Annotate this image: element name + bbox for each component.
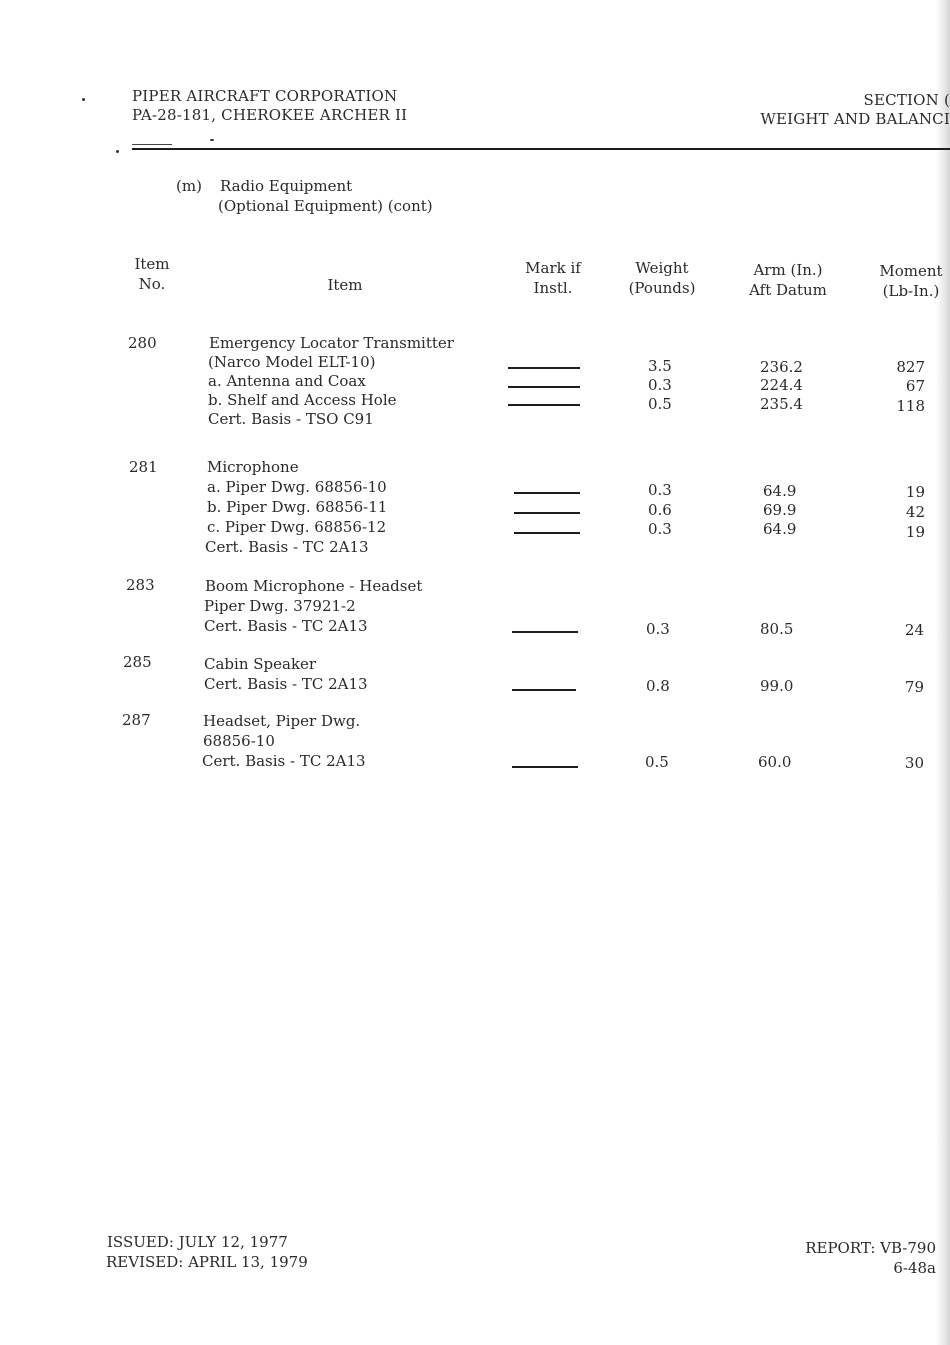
subsection-letter: (m) <box>176 177 202 195</box>
col-header-item-no-line1: Item <box>134 255 170 273</box>
item-description-line: a. Piper Dwg. 68856-10 <box>207 478 387 496</box>
col-header-mark <box>515 258 591 298</box>
weight-value: 0.3 <box>648 376 672 394</box>
page-number: 6-48a <box>893 1259 936 1277</box>
item-description-line: Emergency Locator Transmitter <box>209 334 454 352</box>
weight-value: 0.5 <box>645 753 669 771</box>
col-header-arm-line1: Arm (In.) <box>753 261 823 279</box>
item-description-line: Cert. Basis - TC 2A13 <box>205 538 369 556</box>
item-number: 287 <box>122 711 151 729</box>
mark-if-installed-line <box>512 631 578 633</box>
revised-date: REVISED: APRIL 13, 1979 <box>106 1253 308 1271</box>
mark-if-installed-line <box>512 689 576 691</box>
col-header-item-no <box>120 254 184 294</box>
issued-date: ISSUED: JULY 12, 1977 <box>107 1233 288 1251</box>
arm-value: 60.0 <box>758 753 792 771</box>
col-header-mark-line1: Mark if <box>525 259 581 277</box>
arm-value: 224.4 <box>760 376 803 394</box>
subsection-subtitle: (Optional Equipment) (cont) <box>218 197 433 215</box>
item-description-line: Cabin Speaker <box>204 655 317 673</box>
col-header-item: Item <box>327 276 363 294</box>
mark-if-installed-line <box>512 766 578 768</box>
item-description-line: Piper Dwg. 37921-2 <box>204 597 356 615</box>
scan-speck <box>116 150 119 153</box>
weight-value: 3.5 <box>648 357 672 375</box>
section-number: SECTION ( <box>863 91 950 109</box>
moment-value: 67 <box>905 377 925 395</box>
col-header-moment-line1: Moment <box>879 262 943 280</box>
item-description-line: a. Antenna and Coax <box>208 372 366 390</box>
subsection-title: Radio Equipment <box>220 177 353 195</box>
weight-value: 0.8 <box>646 677 670 695</box>
scan-edge-shadow <box>936 0 950 1345</box>
item-description-line: (Narco Model ELT-10) <box>208 353 376 371</box>
arm-value: 69.9 <box>763 501 797 519</box>
col-header-weight <box>620 258 704 298</box>
moment-value: 19 <box>905 483 925 501</box>
mark-if-installed-line <box>514 492 580 494</box>
col-header-arm-line2: Aft Datum <box>749 281 827 299</box>
item-description-line: Boom Microphone - Headset <box>205 577 423 595</box>
item-description-line: Cert. Basis - TC 2A13 <box>202 752 366 770</box>
arm-value: 99.0 <box>760 677 794 695</box>
mark-if-installed-line <box>508 367 580 369</box>
moment-value: 79 <box>904 678 924 696</box>
section-title: WEIGHT AND BALANCI <box>760 110 950 128</box>
item-description-line: Cert. Basis - TSO C91 <box>208 410 374 428</box>
weight-value: 0.3 <box>646 620 670 638</box>
col-header-arm <box>738 260 838 300</box>
scan-speck <box>210 139 214 141</box>
arm-value: 236.2 <box>760 358 803 376</box>
mark-if-installed-line <box>514 512 580 514</box>
arm-value: 64.9 <box>763 482 797 500</box>
item-description-line: c. Piper Dwg. 68856-12 <box>207 518 387 536</box>
arm-value: 235.4 <box>760 395 803 413</box>
item-number: 283 <box>126 576 155 594</box>
weight-value: 0.3 <box>648 520 672 538</box>
company-name: PIPER AIRCRAFT CORPORATION <box>132 87 398 105</box>
item-number: 281 <box>129 458 158 476</box>
header-rule-mark <box>132 144 172 145</box>
item-description-line: b. Piper Dwg. 68856-11 <box>207 498 388 516</box>
moment-value: 19 <box>905 523 925 541</box>
moment-value: 118 <box>896 397 925 415</box>
moment-value: 24 <box>904 621 924 639</box>
moment-value: 30 <box>904 754 924 772</box>
item-description-line: b. Shelf and Access Hole <box>208 391 397 409</box>
arm-value: 80.5 <box>760 620 794 638</box>
item-number: 280 <box>128 334 157 352</box>
col-header-item-no-line2: No. <box>138 275 166 293</box>
col-header-weight-line1: Weight <box>635 259 689 277</box>
item-number: 285 <box>123 653 152 671</box>
mark-if-installed-line <box>508 404 580 406</box>
col-header-weight-line2: (Pounds) <box>628 279 696 297</box>
weight-value: 0.6 <box>648 501 672 519</box>
moment-value: 42 <box>905 503 925 521</box>
weight-value: 0.3 <box>648 481 672 499</box>
scan-speck <box>82 98 85 101</box>
mark-if-installed-line <box>514 532 580 534</box>
col-header-mark-line2: Instl. <box>533 279 573 297</box>
report-number: REPORT: VB-790 <box>805 1239 936 1257</box>
aircraft-model: PA-28-181, CHEROKEE ARCHER II <box>132 106 408 124</box>
item-description-line: Headset, Piper Dwg. <box>203 712 361 730</box>
item-description-line: 68856-10 <box>203 732 275 750</box>
item-description-line: Microphone <box>207 458 299 476</box>
item-description-line: Cert. Basis - TC 2A13 <box>204 617 368 635</box>
item-description-line: Cert. Basis - TC 2A13 <box>204 675 368 693</box>
mark-if-installed-line <box>508 386 580 388</box>
header-rule <box>132 148 950 150</box>
col-header-moment-line2: (Lb-In.) <box>882 282 940 300</box>
moment-value: 827 <box>896 358 925 376</box>
weight-value: 0.5 <box>648 395 672 413</box>
arm-value: 64.9 <box>763 520 797 538</box>
col-header-moment <box>872 261 950 301</box>
